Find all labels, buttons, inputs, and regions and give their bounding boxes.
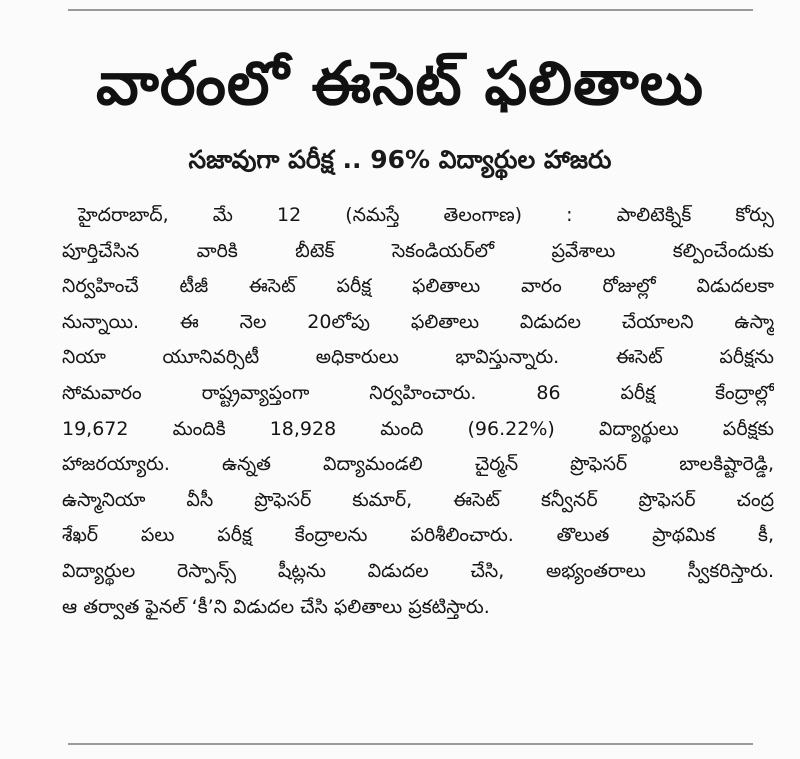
top-divider	[68, 9, 753, 11]
body-line-11: విద్యార్థుల రెస్పాన్స్‌ షీట్లను విడుదల చేసి, అభ్యంతరాలు స్వీకరిస్తారు.	[62, 559, 774, 582]
body-line-7: 19,672 మందికి 18,928 మంది (96.22%) విద్యార్థులు పరీక్షకు	[62, 417, 774, 440]
body-line-4: నున్నాయి. ఈ నెల 20లోపు ఫలితాలు విడుదల చేయాలని ఉస్మా	[62, 310, 774, 333]
body-line-5: నియా యూనివర్సిటీ అధికారులు భావిస్తున్నారు. ఈసెట్‌ పరీక్షను	[62, 346, 774, 369]
body-line-2: పూర్తిచేసిన వారికి బీటెక్‌ సెకండియర్‌లో ప్రవేశాలు కల్పించేందుకు	[62, 239, 774, 262]
body-line-12: ఆ తర్వాత ఫైనల్‌ ‘కీ’ని విడుదల చేసి ఫలితాలు ప్రకటిస్తారు.	[62, 595, 490, 618]
article-body	[62, 198, 774, 625]
body-line-8: హాజరయ్యారు. ఉన్నత విద్యామండలి చైర్మన్‌ ప్రొఫెసర్‌ బాలకిష్టారెడ్డి,	[62, 453, 774, 476]
body-line-10: శేఖర్‌ పలు పరీక్ష కేంద్రాలను పరిశీలించారు. తొలుత ప్రాథమిక కీ,	[62, 524, 774, 547]
body-line-1: హైదరాబాద్‌, మే 12 (నమస్తే తెలంగాణ) : పాలిటెక్నిక్‌ కోర్సు	[78, 204, 774, 226]
headline: వారంలో ఈసెట్‌ ఫలితాలు	[96, 49, 704, 119]
body-line-3: నిర్వహించే టీజీ ఈసెట్‌ పరీక్ష ఫలితాలు వారం రోజుల్లో విడుదలకా	[62, 275, 774, 298]
subheadline: సజావుగా పరీక్ష .. 96% విద్యార్థుల హాజరు	[188, 145, 612, 174]
body-line-9: ఉస్మానియా వీసీ ప్రొఫెసర్‌ కుమార్‌, ఈసెట్‌ కన్వీనర్‌ ప్రొఫెసర్‌ చంద్ర	[62, 488, 774, 511]
bottom-divider	[68, 743, 753, 745]
body-line-6: సోమవారం రాష్ట్రవ్యాప్తంగా నిర్వహించారు. 86 పరీక్ష కేంద్రాల్లో	[62, 381, 774, 404]
